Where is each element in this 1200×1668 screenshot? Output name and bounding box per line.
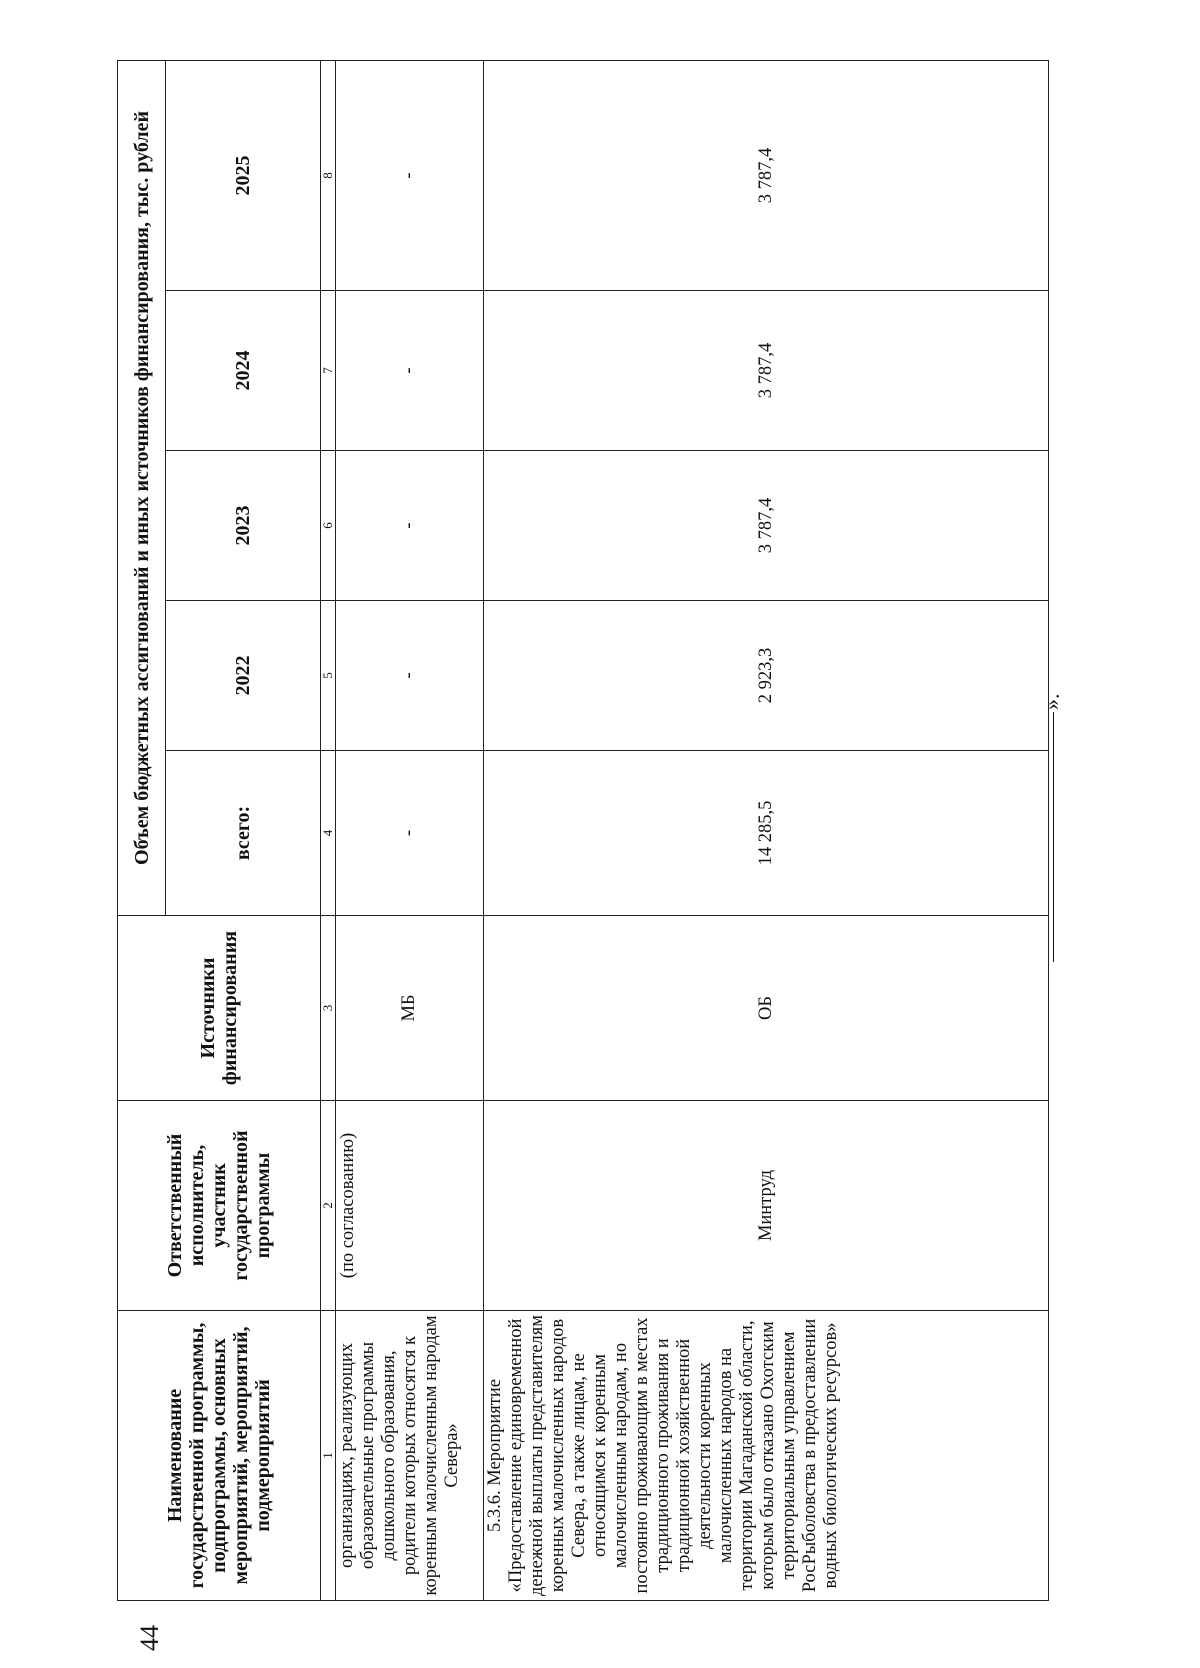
row-2025: 3 787,4 [484,60,1049,290]
row-source: ОБ [484,916,1049,1101]
header-2024: 2024 [166,291,321,451]
closing-quote: ». [1039,693,1064,710]
financing-table [117,60,1049,1601]
column-number: 1 [321,1311,336,1601]
header-2022: 2022 [166,601,321,751]
column-number-row [321,60,336,1600]
header-name: Наименование государственной программы, подпрограммы, основных мероприятий, мероприятий, подмероприятий [118,1311,321,1601]
row-executor: (по согласованию) [336,1101,484,1311]
header-2023: 2023 [166,451,321,601]
row-2023: 3 787,4 [484,451,1049,601]
row-2024: 3 787,4 [484,291,1049,451]
column-number: 7 [321,291,336,451]
column-number: 3 [321,916,336,1101]
row-2023: - [336,451,484,601]
column-number: 2 [321,1101,336,1311]
row-total: 14 285,5 [484,751,1049,916]
row-2022: - [336,601,484,751]
row-executor: Минтруд [484,1101,1049,1311]
row-source: МБ [336,916,484,1101]
row-name: 5.3.6. Мероприятие «Предоставление единовременной денежной выплаты представителям коренных малочисленных народов Севера, а также лицам, не относящимся к коренным малочисленным народам, но постоянно проживающим в местах традиционного проживания и традиционной хозяйственной деятельности коренных малочисленных народов на территории Магаданской области, которым было отказано Охотским территориальным управлением РосРыболовства в предоставлении водных биологических ресурсов» [484,1311,1049,1601]
column-number: 4 [321,751,336,916]
row-2025: - [336,60,484,290]
table-row [336,60,484,1600]
column-number: 5 [321,601,336,751]
financing-table-container [117,61,1049,1601]
header-sources: Источники финансирования [118,916,321,1101]
header-executor: Ответственный исполнитель, участник государственной программы [118,1101,321,1311]
header-total: всего: [166,751,321,916]
column-number: 6 [321,451,336,601]
row-2024: - [336,291,484,451]
table-row [484,60,1049,1600]
page-number: 44 [135,1625,164,1651]
header-2025: 2025 [166,60,321,290]
row-2022: 2 923,3 [484,601,1049,751]
row-name: организациях, реализующих образовательные программы дошкольного образования, родители которых относятся к коренным малочисленным народам Севера» [336,1311,484,1601]
closing-mark [1040,662,1064,962]
header-volume-group: Объем бюджетных ассигнований и иных источников финансирования, тыс. рублей [118,60,166,915]
row-total: - [336,751,484,916]
column-number: 8 [321,60,336,290]
closing-rule [1053,712,1054,962]
